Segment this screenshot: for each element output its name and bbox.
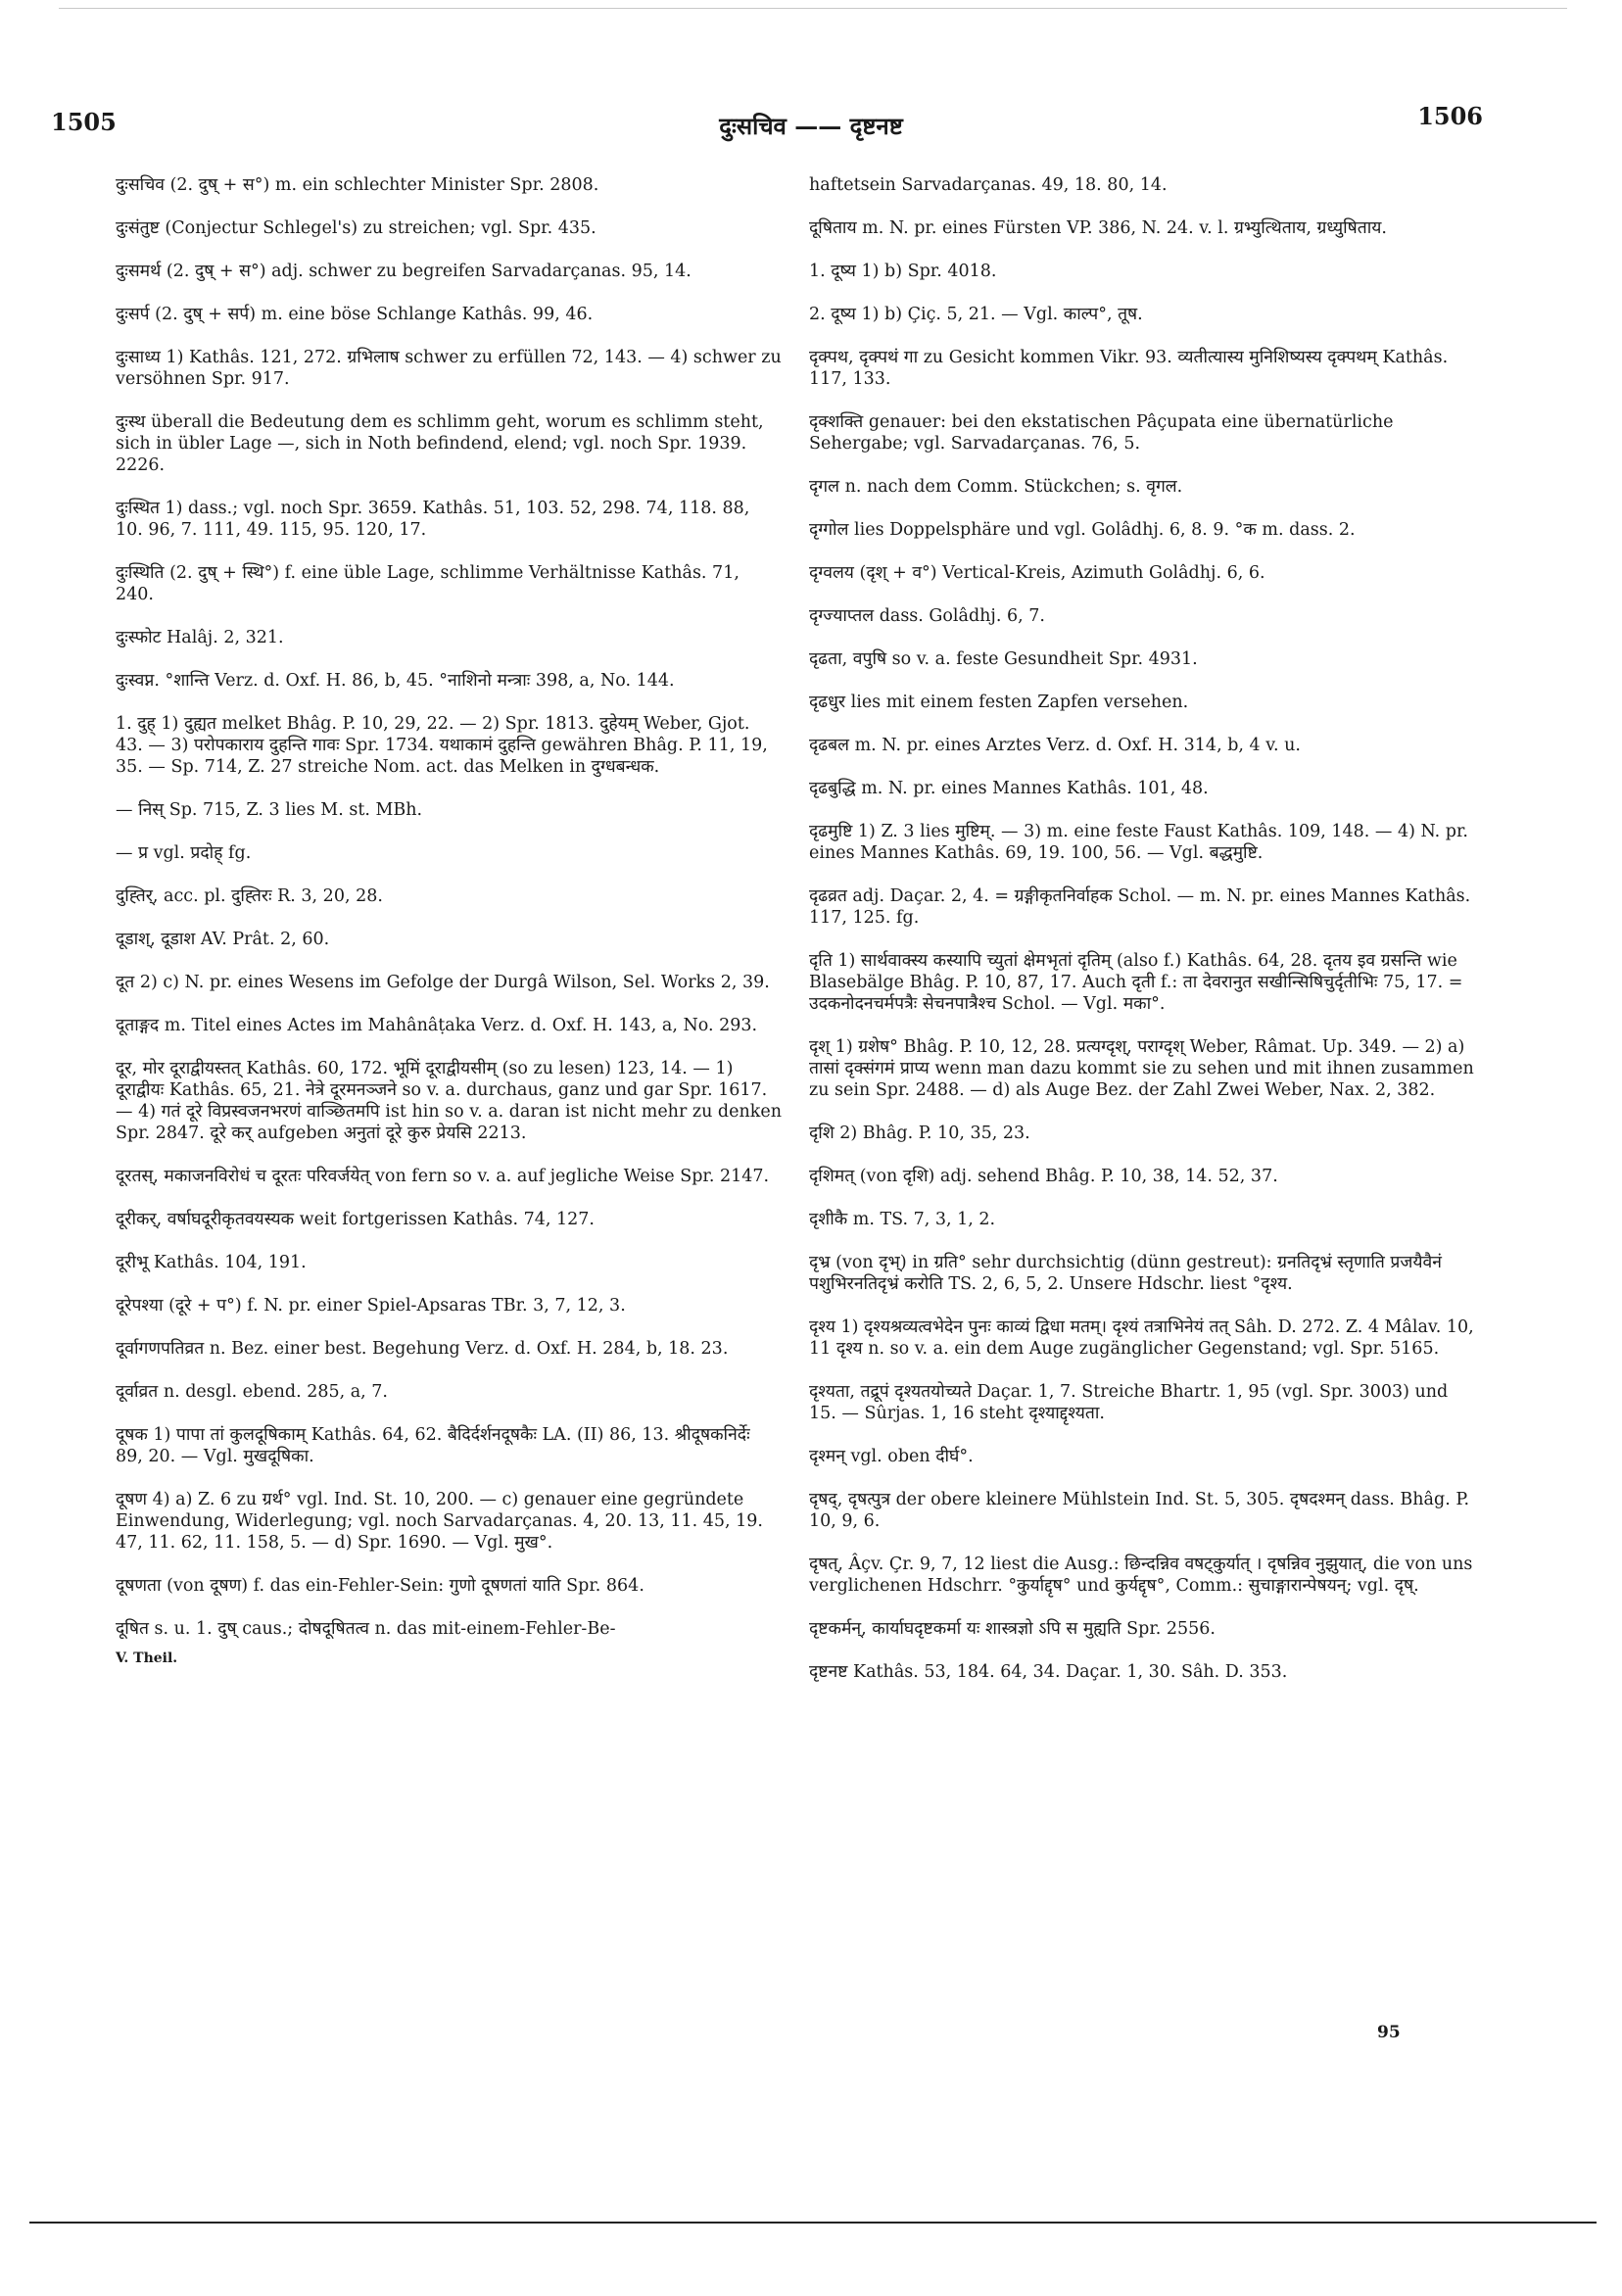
bottom-rule bbox=[29, 2222, 1597, 2224]
dictionary-entry: दूरीकर्, वर्षाघदूरीकृतवयस्यक weit fortgerissen Kathâs. 74, 127. bbox=[116, 1210, 595, 1229]
dictionary-entry: दुःस्फोट Halâj. 2, 321. bbox=[116, 628, 284, 647]
signature-mark: 95 bbox=[1377, 2023, 1401, 2042]
dictionary-entry: दृश्मन् vgl. oben दीर्घ°. bbox=[809, 1447, 974, 1466]
dictionary-entry: दृशीकै m. TS. 7, 3, 1, 2. bbox=[809, 1210, 996, 1229]
dictionary-entry: दुःस्थ überall die Bedeutung dem es schlimm geht, worum es schlimm steht, sich in übler Lage —, sich in Noth befindend, elend; vgl. noch Spr. 1939. 2226. bbox=[116, 412, 764, 475]
dictionary-entry: दृग्ज्याप्तल dass. Golâdhj. 6, 7. bbox=[809, 606, 1045, 626]
dictionary-entry: दृढधुर lies mit einem festen Zapfen versehen. bbox=[809, 693, 1189, 712]
right-column bbox=[809, 174, 1475, 1704]
page-number-right: 1506 bbox=[1417, 102, 1483, 130]
dictionary-entry: दूडाश्, दूडाश AV. Prât. 2, 60. bbox=[116, 930, 330, 949]
dictionary-entry: 1. दूष्य 1) b) Spr. 4018. bbox=[809, 262, 997, 281]
dictionary-entry: दूत 2) c) N. pr. eines Wesens im Gefolge der Durgâ Wilson, Sel. Works 2, 39. bbox=[116, 973, 770, 992]
dictionary-entry: दूषणता (von दूषण) f. das ein-Fehler-Sein: गुणो दूषणतां याति Spr. 864. bbox=[116, 1576, 644, 1596]
dictionary-entry: दृश्य 1) दृश्यश्रव्यत्वभेदेन पुनः काव्यं द्विधा मतम्। दृश्यं तत्राभिनेयं तत् Sâh. D. 272. Z. 4 Mâlav. 10, 11 दृश्य n. so v. a. ein dem Auge zugänglicher Gegenstand; vgl. Spr. 5165. bbox=[809, 1317, 1474, 1359]
dictionary-entry: दृग्वलय (दृश् + व°) Vertical-Kreis, Azimuth Golâdhj. 6, 6. bbox=[809, 563, 1265, 583]
volume-signature: V. Theil. bbox=[116, 1650, 178, 1666]
dictionary-entry: दूषित s. u. 1. दुष् caus.; दोषदूषितत्व n. das mit-einem-Fehler-Be- bbox=[116, 1619, 616, 1639]
dictionary-entry: दृषत्, Âçv. Çr. 9, 7, 12 liest die Ausg.: छिन्दन्निव वषट्कुर्यात् । दृषन्निव नुझुयात्, die von uns verglichenen Hdschrr. °कुर्याद्दृष° und कुर्यद्दृष°, Comm.: सुचाङ्गारान्पेषयन्; vgl. दृष्. bbox=[809, 1555, 1473, 1596]
dictionary-entry: दुःस्वप्न. °शान्ति Verz. d. Oxf. H. 86, b, 45. °नाशिनो मन्त्राः 398, a, No. 144. bbox=[116, 671, 675, 691]
dictionary-entry: दूरीभू Kathâs. 104, 191. bbox=[116, 1253, 307, 1272]
dictionary-entry: दुःसचिव (2. दुष् + स°) m. ein schlechter Minister Spr. 2808. bbox=[116, 175, 599, 195]
dictionary-entry: दृष्टनष्ट Kathâs. 53, 184. 64, 34. Daçar. 1, 30. Sâh. D. 353. bbox=[809, 1662, 1288, 1682]
dictionary-entry: दूषिताय m. N. pr. eines Fürsten VP. 386, N. 24. v. l. ग्रभ्युत्थिताय, ग्रध्युषिताय. bbox=[809, 218, 1387, 238]
dictionary-entry: दृगल n. nach dem Comm. Stückchen; s. वृगल. bbox=[809, 477, 1183, 497]
dictionary-entry: दुःसंतुष्ट (Conjectur Schlegel's) zu streichen; vgl. Spr. 435. bbox=[116, 218, 596, 238]
dictionary-entry: दृशि 2) Bhâg. P. 10, 35, 23. bbox=[809, 1124, 1030, 1143]
dictionary-entry: दूरेपश्या (दूरे + प°) f. N. pr. einer Spiel-Apsaras TBr. 3, 7, 12, 3. bbox=[116, 1296, 626, 1315]
dictionary-entry: दृक्पथ, दृक्पथं गा zu Gesicht kommen Vikr. 93. व्यतीत्यास्य मुनिशिष्यस्य दृक्पथम् Kathâs. 117, 133. bbox=[809, 348, 1449, 389]
dictionary-entry: दृश् 1) ग्रशेष° Bhâg. P. 10, 12, 28. प्रत्यग्दृश्, पराग्दृश् Weber, Râmat. Up. 349. — 2) a) तासां दृक्संगमं प्राप्य wenn man dazu kommt sie zu sehen und mit ihnen zusammen zu sein Spr. 2488. — d) als Auge Bez. der Zahl Zwei Weber, Nax. 2, 382. bbox=[809, 1037, 1474, 1100]
dictionary-entry: दूषण 4) a) Z. 6 zu ग्रर्थ° vgl. Ind. St. 10, 200. — c) genauer eine gegründete Einwendung, Widerlegung; vgl. noch Sarvadarçanas. 4, 20. 13, 11. 45, 19. 47, 11. 62, 11. 158, 5. — d) Spr. 1690. — Vgl. मुख°. bbox=[116, 1490, 763, 1553]
page-number-left: 1505 bbox=[51, 108, 117, 136]
dictionary-entry: दूर, मोर दूराद्वीयस्तत् Kathâs. 60, 172. भूमिं दूराद्वीयसीम् (so zu lesen) 123, 14. — 1) दूराद्वीयः Kathâs. 65, 21. नेत्रे दूरमनञ्जने so v. a. durchaus, ganz und gar Spr. 1617. — 4) गतं दूरे विप्रस्वजनभरणं वाञ्छितमपि ist hin so v. a. daran ist nicht mehr zu denken Spr. 2847. दूरे कर् aufgeben अनुतां दूरे कुरु प्रेयसि 2213. bbox=[116, 1059, 782, 1143]
dictionary-entry: — निस् Sp. 715, Z. 3 lies M. st. MBh. bbox=[116, 800, 423, 820]
dictionary-entry: दूर्वाव्रत n. desgl. ebend. 285, a, 7. bbox=[116, 1382, 388, 1402]
dictionary-entry: दुह्तिर्, acc. pl. दुह्तिरः R. 3, 20, 28. bbox=[116, 886, 383, 906]
dictionary-entry: दूर्वागणपतिव्रत n. Bez. einer best. Begehung Verz. d. Oxf. H. 284, b, 18. 23. bbox=[116, 1339, 729, 1359]
dictionary-entry: दुःसमर्थ (2. दुष् + स°) adj. schwer zu begreifen Sarvadarçanas. 95, 14. bbox=[116, 262, 692, 281]
dictionary-entry: दृढबल m. N. pr. eines Arztes Verz. d. Oxf. H. 314, b, 4 v. u. bbox=[809, 736, 1301, 755]
dictionary-entry: दृढता, वपुषि so v. a. feste Gesundheit Spr. 4931. bbox=[809, 649, 1198, 669]
dictionary-entry: दृक्शक्ति genauer: bei den ekstatischen Pâçupata eine übernatürliche Sehergabe; vgl. Sarvadarçanas. 76, 5. bbox=[809, 412, 1394, 454]
dictionary-entry: 1. दुह् 1) दुह्यत melket Bhâg. P. 10, 29, 22. — 2) Spr. 1813. दुहेयम् Weber, Gjot. 43. — 3) परोपकाराय दुहन्ति गावः Spr. 1734. यथाकामं दुहन्ति gewähren Bhâg. P. 11, 19, 35. — Sp. 714, Z. 27 streiche Nom. act. das Melken in दुग्धबन्धक. bbox=[116, 714, 768, 777]
dictionary-entry: दृष्टकर्मन्, कार्याघदृष्टकर्मा यः शास्त्रज्ञो ऽपि स मुह्यति Spr. 2556. bbox=[809, 1619, 1216, 1639]
dictionary-entry: haftetsein Sarvadarçanas. 49, 18. 80, 14. bbox=[809, 175, 1168, 195]
dictionary-entry: दूषक 1) पापा तां कुलदूषिकाम् Kathâs. 64, 62. बैदिर्दर्शनदूषकैः LA. (II) 86, 13. श्रीदूषकनिर्देः 89, 20. — Vgl. मुखदूषिका. bbox=[116, 1425, 750, 1466]
dictionary-entry: 2. दूष्य 1) b) Çiç. 5, 21. — Vgl. काल्प°, तूष. bbox=[809, 305, 1143, 324]
dictionary-entry: दृशिमत् (von दृशि) adj. sehend Bhâg. P. 10, 38, 14. 52, 37. bbox=[809, 1167, 1278, 1186]
dictionary-entry: दृग्गोल lies Doppelsphäre und vgl. Golâdhj. 6, 8. 9. °क m. dass. 2. bbox=[809, 520, 1356, 540]
dictionary-entry: दूरतस्, मकाजनविरोधं च दूरतः परिवर्जयेत् von fern so v. a. auf jegliche Weise Spr. 2147. bbox=[116, 1167, 770, 1186]
running-head: दुःसचिव —— दृष्टनष्ट bbox=[719, 112, 903, 140]
dictionary-entry: दृढबुद्धि m. N. pr. eines Mannes Kathâs. 101, 48. bbox=[809, 779, 1209, 798]
dictionary-entry: दृति 1) सार्थवाक्स्य कस्यापि च्युतां क्षेमभृतां दृतिम् (also f.) Kathâs. 64, 28. दृतय इव ग्रसन्ति wie Blasebälge Bhâg. P. 10, 87, 17. Auch दृती f.: ता देवरानुत सखीन्सिषिचुर्दृतीभिः 75, 17. = उदकनोदनचर्मपत्रैः सेचनपात्रैश्च Schol. — Vgl. मका°. bbox=[809, 951, 1463, 1014]
left-column bbox=[116, 174, 782, 1691]
dictionary-entry: दुःस्थिति (2. दुष् + स्थि°) f. eine üble Lage, schlimme Verhältnisse Kathâs. 71, 240. bbox=[116, 563, 739, 604]
dictionary-entry: दुःसर्प (2. दुष् + सर्प) m. eine böse Schlange Kathâs. 99, 46. bbox=[116, 305, 594, 324]
dictionary-entry: दृभ्र (von दृभ्) in ग्रति° sehr durchsichtig (dünn gestreut): ग्रनतिदृभ्रं स्तृणाति प्रजयैवैनं पशुभिरनतिदृभ्रं करोति TS. 2, 6, 5, 2. Unsere Hdschr. liest °दृश्य. bbox=[809, 1253, 1442, 1294]
dictionary-entry: दृषद्, दृषत्पुत्र der obere kleinere Mühlstein Ind. St. 5, 305. दृषदश्मन् dass. Bhâg. P. 10, 9, 6. bbox=[809, 1490, 1470, 1531]
top-edge-rule bbox=[59, 8, 1567, 9]
dictionary-entry: दृश्यता, तद्रूपं दृश्यतयोच्यते Daçar. 1, 7. Streiche Bhartr. 1, 95 (vgl. Spr. 3003) und 15. — Sûrjas. 1, 16 steht दृश्याद्दृश्यता. bbox=[809, 1382, 1449, 1423]
dictionary-entry: दुःसाध्य 1) Kathâs. 121, 272. ग्रभिलाष schwer zu erfüllen 72, 143. — 4) schwer zu versöhnen Spr. 917. bbox=[116, 348, 782, 389]
dictionary-entry: दुःस्थित 1) dass.; vgl. noch Spr. 3659. Kathâs. 51, 103. 52, 298. 74, 118. 88, 10. 96, 7. 111, 49. 115, 95. 120, 17. bbox=[116, 499, 750, 540]
dictionary-entry: दूताङ्गद m. Titel eines Actes im Mahânâṭaka Verz. d. Oxf. H. 143, a, No. 293. bbox=[116, 1016, 758, 1035]
dictionary-entry: — प्र vgl. प्रदोह् fg. bbox=[116, 843, 252, 863]
dictionary-entry: दृढमुष्टि 1) Z. 3 lies मुष्टिम्. — 3) m. eine feste Faust Kathâs. 109, 148. — 4) N. pr. eines Mannes Kathâs. 69, 19. 100, 56. — Vgl. बद्धमुष्टि. bbox=[809, 822, 1468, 863]
dictionary-entry: दृढव्रत adj. Daçar. 2, 4. = ग्रङ्गीकृतनिर्वाहक Schol. — m. N. pr. eines Mannes Kathâs. 117, 125. fg. bbox=[809, 886, 1471, 928]
